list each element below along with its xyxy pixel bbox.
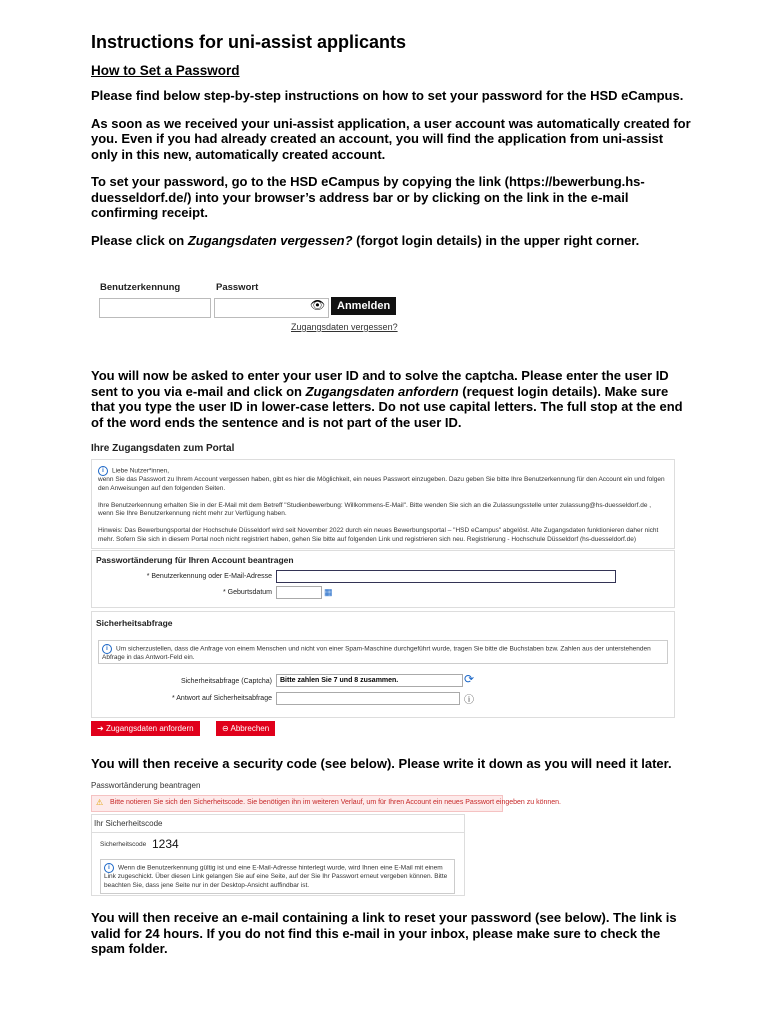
forgot-link[interactable]: Zugangsdaten vergessen?	[291, 322, 398, 332]
eye-icon[interactable]: 👁	[310, 298, 326, 312]
request-title: Passwortänderung für Ihren Account beantragen	[96, 555, 294, 565]
refresh-icon[interactable]: ⟳	[464, 672, 475, 686]
answer-input[interactable]	[276, 692, 460, 705]
security-code-box: Ihr Sicherheitscode Sicherheitscode 1234 i Wenn die Benutzerkennung gültig ist und eine E-Mail-Adresse hinterlegt wurde, wird Ihnen eine E-Mail mit einem Link zugeschickt. Über diesen Link gelangen Sie auf eine Seite, auf der Sie Ihr Passwort erneut vergeben können. Bitte beachten Sie, dass jene Seite nur in der Desktop-Ansicht auffindbar ist.	[91, 814, 465, 896]
security-title: Sicherheitsabfrage	[96, 618, 173, 628]
info-icon: i	[104, 863, 114, 873]
document-title: Instructions for uni-assist applicants	[91, 32, 407, 52]
login-button[interactable]: Anmelden	[331, 297, 396, 315]
portal-info-panel: i Liebe Nutzer*innen, wenn Sie das Passwort zu Ihrem Account vergessen haben, gibt es hier die Möglichkeit, ein neues Passwort einzugeben. Dazu geben Sie bitte Ihre Benutzerkennung für den Account ein und folgen den Anweisungen auf den folgenden Seiten. Ihre Benutzerkennung erhalten Sie in der E-Mail mit dem Betreff "Studienbewerbung: Willkommens-E-Mail". Bitte wenden Sie sich an die Zulassungsstelle unter zulassung@hs-duesseldorf.de , wenn Sie Ihre Benutzerkennung nicht mehr zur Verfügung haben. Hinweis: Das Bewerbungsportal der Hochschule Düsseldorf wird seit November 2022 durch ein neues Bewerbungsportal – "HSD eCampus" abgelöst. Alte Zugangsdaten funktionieren daher nicht mehr. Sofern Sie sich in diesem Portal noch nicht registriert haben, gehen Sie bitte auf folgenden Link und registrieren sich neu. Registrierung - Hochschule Düsseldorf (hs-duesseldorf.de)	[91, 459, 675, 549]
paragraph-captcha: You will now be asked to enter your user ID and to solve the captcha. Please enter the user ID sent to you via e-mail and click on Zugangsdaten anfordern (request login details). Make sure that you type the user ID in lower-case letters. Do not use capital letters. The full stop at the end of the word ends the sentence and is not part of the user ID.	[91, 368, 683, 430]
paragraph-link: To set your password, go to the HSD eCampus by copying the link (https://bewerbung.hs-duesseldorf.de/) into your browser’s address bar or by clicking on the link in the e-mail confirming receipt.	[91, 174, 645, 220]
info-icon: i	[98, 466, 108, 476]
birth-label: * Geburtsdatum	[222, 589, 272, 596]
paragraph-email: You will then receive an e-mail containing a link to reset your password (see below). The link is valid for 24 hours. If you do not find this e-mail in your inbox, please make sure to check the spam folder.	[91, 910, 677, 956]
user-input[interactable]	[99, 298, 211, 318]
answer-label: * Antwort auf Sicherheitsabfrage	[171, 695, 272, 702]
arrow-icon: ➜	[97, 724, 106, 733]
paragraph-account: As soon as we received your uni-assist application, a user account was automatically created for you. Even if you had already created an account, you will find the application from uni-assist only in this new, automatically created account.	[91, 115, 691, 162]
help-icon[interactable]: ⓘ	[464, 695, 474, 706]
paragraph-intro: Please find below step-by-step instructions on how to set your password for the HSD eCampus.	[91, 88, 684, 103]
info-icon: i	[102, 644, 112, 654]
login-screenshot	[91, 282, 411, 338]
user-label: Benutzerkennung	[100, 282, 181, 293]
password-label: Passwort	[216, 282, 259, 293]
request-button[interactable]: ➜ Zugangsdaten anfordern	[91, 721, 200, 736]
captcha-label: Sicherheitsabfrage (Captcha)	[180, 678, 272, 685]
code-page-title: Passwortänderung beantragen	[91, 781, 201, 790]
paragraph-forgot: Please click on Zugangsdaten vergessen? (forgot login details) in the upper right corner.	[91, 232, 640, 248]
code-value: 1234	[152, 837, 179, 851]
code-box-title: Ihr Sicherheitscode	[94, 819, 163, 828]
cancel-icon: ⊖	[222, 724, 231, 733]
code-label: Sicherheitscode	[100, 841, 147, 848]
user-id-input[interactable]	[276, 570, 616, 583]
birthdate-input[interactable]	[276, 586, 322, 599]
calendar-icon[interactable]: ▦	[324, 587, 333, 597]
warning-banner	[91, 795, 561, 812]
document	[91, 32, 691, 260]
captcha-question: Bitte zahlen Sie 7 und 8 zusammen.	[276, 674, 463, 687]
cancel-button[interactable]: ⊖ Abbrechen	[216, 721, 275, 736]
security-panel: Sicherheitsabfrage i Um sicherzustellen, dass die Anfrage von einem Menschen und nicht von einer Spam-Maschine durchgeführt wurde, tragen Sie bitte die Buchstaben bzw. Zahlen aus der unterstehenden Abfrage in das Antwort-Feld ein. Sicherheitsabfrage (Captcha) Bitte zahlen Sie 7 und 8 zusammen. ⟳ * Antwort auf Sicherheitsabfrage ⓘ	[91, 611, 675, 718]
portal-heading: Ihre Zugangsdaten zum Portal	[91, 443, 235, 454]
paragraph-security-code: You will then receive a security code (see below). Please write it down as you will need it later.	[91, 756, 672, 771]
warning-icon: ⚠	[96, 798, 104, 807]
divider	[92, 832, 464, 833]
request-panel	[91, 550, 675, 608]
warning-text: Bitte notieren Sie sich den Sicherheitscode. Sie benötigen ihn im weiteren Verlauf, um für Ihren Account ein neues Passwort eingeben zu können.	[110, 799, 561, 806]
section-heading: How to Set a Password	[91, 63, 240, 78]
user-field-label: * Benutzerkennung oder E-Mail-Adresse	[146, 573, 272, 580]
